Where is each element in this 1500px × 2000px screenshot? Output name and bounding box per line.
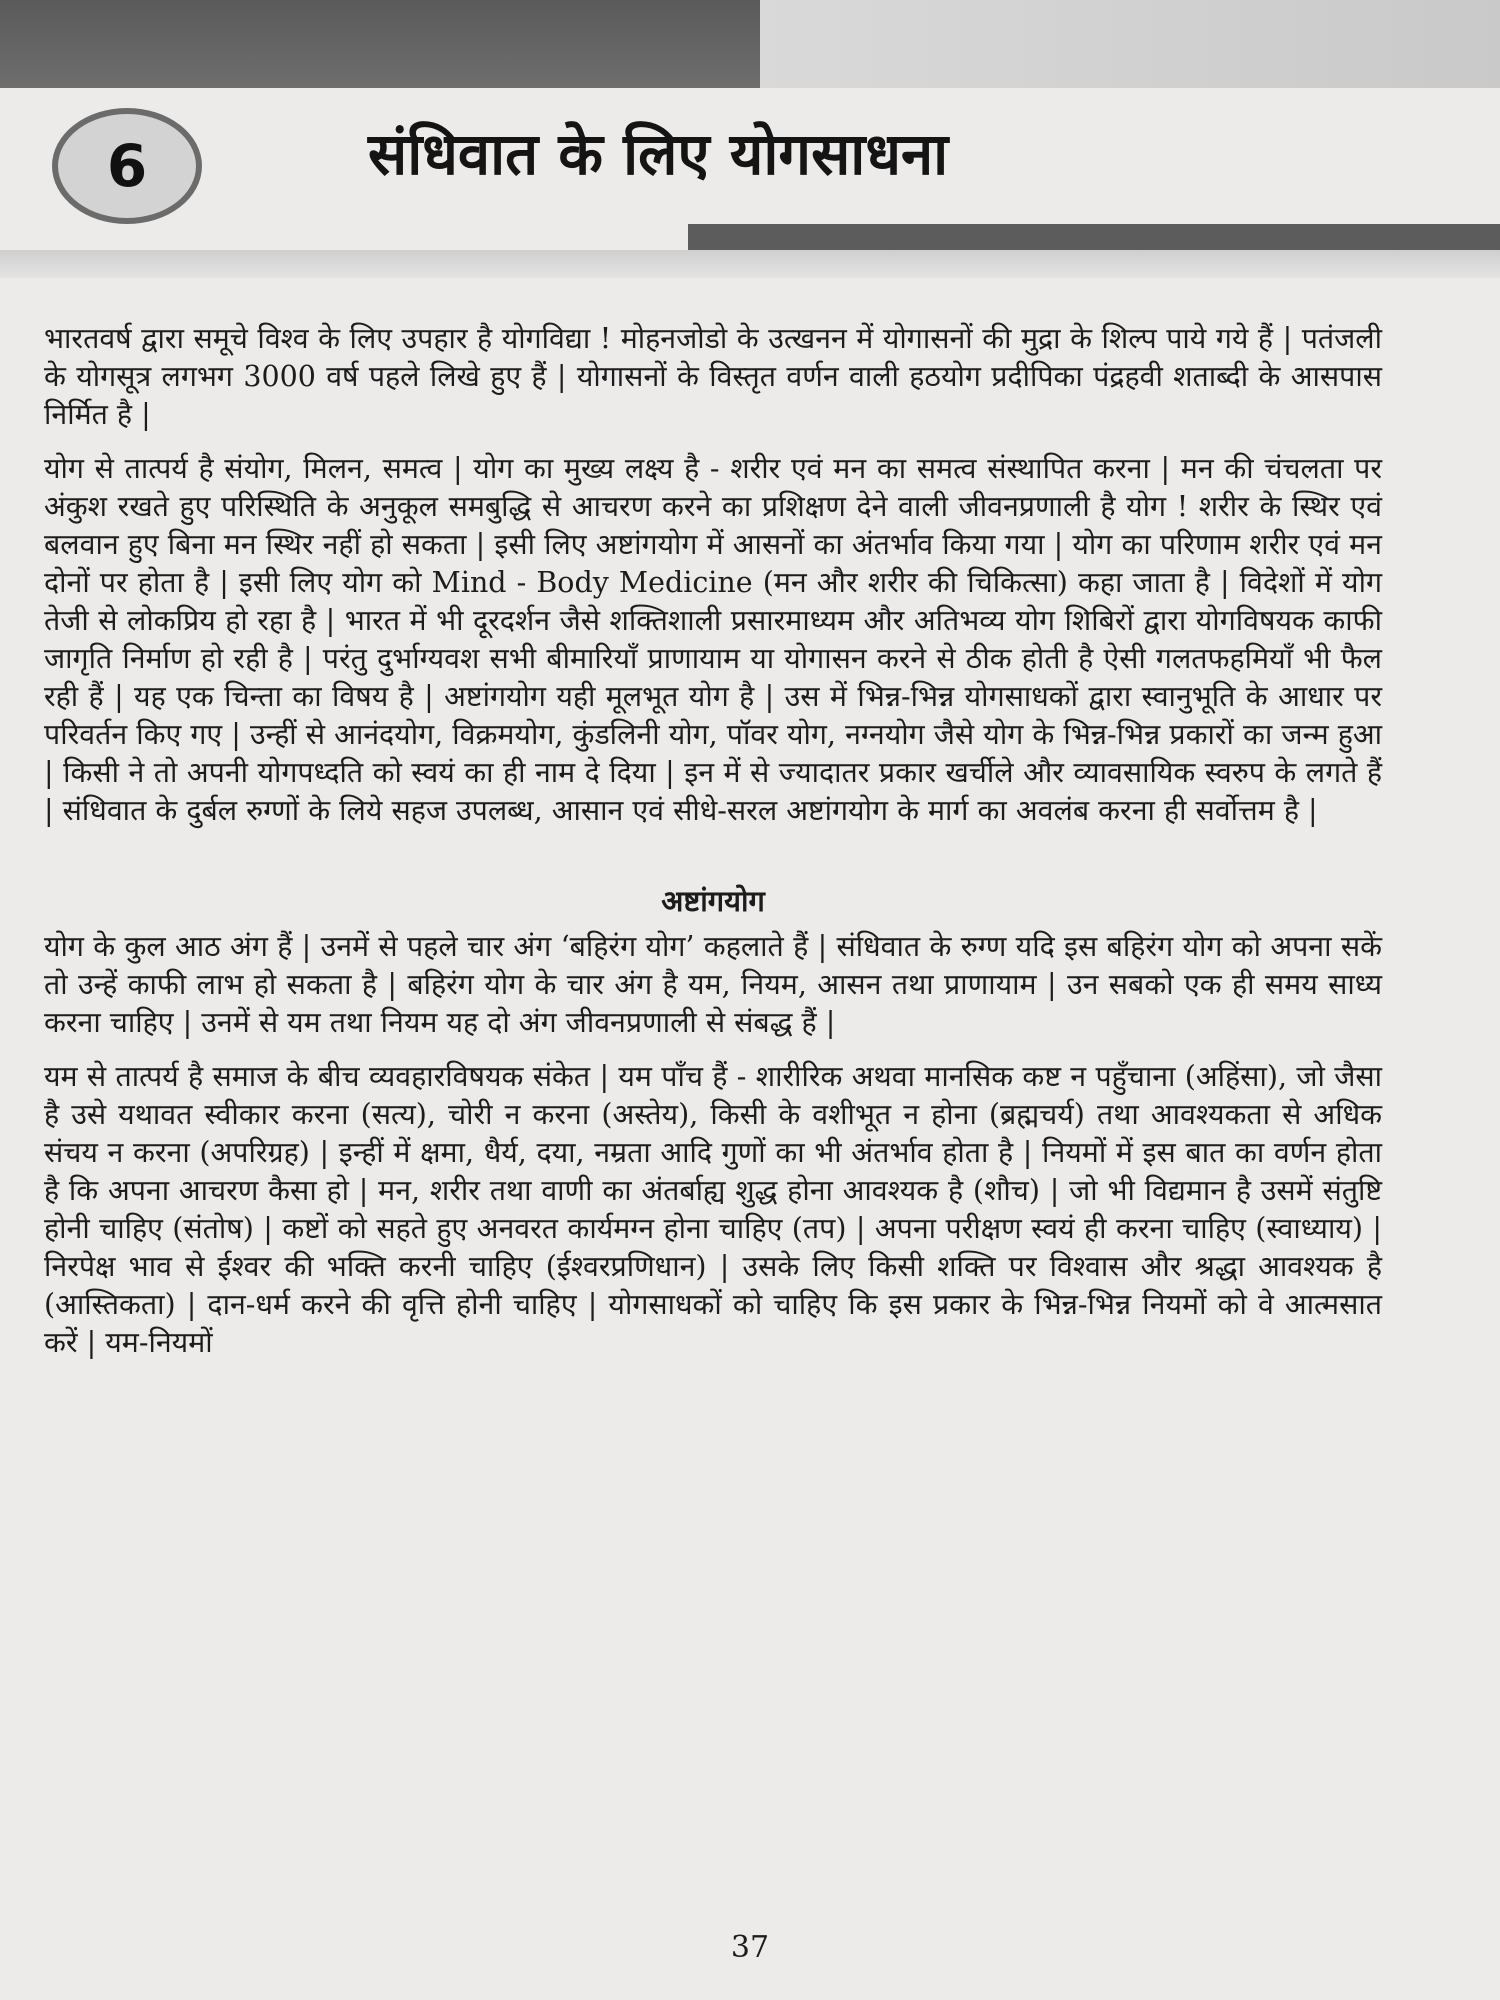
paragraph-meaning: योग से तात्पर्य है संयोग, मिलन, समत्व | योग का मुख्य लक्ष्य है - शरीर एवं मन का समत्व संस्थापित करना | मन की चंचलता पर अंकुश रखते हुए परिस्थिति के अनुकूल समबुद्धि से आचरण करने का प्रशिक्षण देने वाली जीवनप्रणाली है योग ! शरीर के स्थिर एवं बलवान हुए बिना मन स्थिर नहीं हो सकता | इसी लिए अष्टांगयोग में आसनों का अंतर्भाव किया गया | योग का परिणाम शरीर एवं मन दोनों पर होता है | इसी लिए योग को Mind - Body Medicine (मन और शरीर की चिकित्सा) कहा जाता है | विदेशों में योग तेजी से लोकप्रिय हो रहा है | भारत में भी दूरदर्शन जैसे शक्तिशाली प्रसारमाध्यम और अतिभव्य योग शिबिरों द्वारा योगविषयक काफी जागृति निर्माण हो रही है | परंतु दुर्भाग्यवश सभी बीमारियाँ प्राणायाम या योगासन करने से ठीक होती है ऐसी गलतफहमियाँ भी फैल रही हैं | यह एक चिन्ता का विषय है | अष्टांगयोग यही मूलभूत योग है | उस में भिन्न-भिन्न योगसाधकों द्वारा स्वानुभूति के आधार पर परिवर्तन किए गए | उन्हीं से आनंदयोग, विक्रमयोग, कुंडलिनी योग, पॉवर योग, नग्नयोग जैसे योग के भिन्न-भिन्न प्रकारों का जन्म हुआ | किसी ने तो अपनी योगपध्दति को स्वयं का ही नाम दे दिया | इन में से ज्यादातर प्रकार खर्चीले और व्यावसायिक स्वरुप के लगते हैं | संधिवात के दुर्बल रुग्णों के लिये सहज उपलब्ध, आसान एवं सीधे-सरल अष्टांगयोग के मार्ग का अवलंब करना ही सर्वोत्तम है | <box>44 452 1382 827</box>
decorative-band <box>0 250 1500 278</box>
header-band-light <box>760 0 1500 88</box>
paragraph-yama-niyama: यम से तात्पर्य है समाज के बीच व्यवहारविषयक संकेत | यम पाँच हैं - शारीरिक अथवा मानसिक कष्ट न पहुँचाना (अहिंसा), जो जैसा है उसे यथावत स्वीकार करना (सत्य), चोरी न करना (अस्तेय), किसी के वशीभूत न होना (ब्रह्मचर्य) तथा आवश्यकता से अधिक संचय न करना (अपरिग्रह) | इन्हीं में क्षमा, धैर्य, दया, नम्रता आदि गुणों का भी अंतर्भाव होता है | नियमों में इस बात का वर्णन होता है कि अपना आचरण कैसा हो | मन, शरीर तथा वाणी का अंतर्बाह्य शुद्ध होना आवश्यक है (शौच) | जो भी विद्यमान है उसमें संतुष्टि होनी चाहिए (संतोष) | कष्टों को सहते हुए अनवरत कार्यमग्न होना चाहिए (तप) | अपना परीक्षण स्वयं ही करना चाहिए (स्वाध्याय) | निरपेक्ष भाव से ईश्वर की भक्ति करनी चाहिए (ईश्वरप्रणिधान) | उसके लिए किसी शक्ति पर विश्वास और श्रद्धा आवश्यक है (आस्तिकता) | दान-धर्म करने की वृत्ति होनी चाहिए | योगसाधकों को चाहिए कि इस प्रकार के भिन्न-भिन्न नियमों को वे आत्मसात करें | यम-नियमों <box>44 1060 1382 1359</box>
chapter-number-badge <box>52 108 202 224</box>
title-underline-band <box>688 224 1500 250</box>
page-number: 37 <box>730 1930 770 1965</box>
chapter-title: संधिवात के लिए योगसाधना <box>368 120 949 188</box>
paragraph-intro: भारतवर्ष द्वारा समूचे विश्व के लिए उपहार है योगविद्या ! मोहनजोडो के उत्खनन में योगासनों की मुद्रा के शिल्प पाये गये हैं | पतंजली के योगसूत्र लगभग 3000 वर्ष पहले लिखे हुए हैं | योगासनों के विस्तृत वर्णन वाली हठयोग प्रदीपिका पंद्रहवी शताब्दी के आसपास निर्मित है | <box>44 322 1382 431</box>
page-body <box>44 320 1382 1378</box>
header-band-dark <box>0 0 760 88</box>
paragraph-limbs: योग के कुल आठ अंग हैं | उनमें से पहले चार अंग ‘बहिरंग योग’ कहलाते हैं | संधिवात के रुग्ण यदि इस बहिरंग योग को अपना सकें तो उन्हें काफी लाभ हो सकता है | बहिरंग योग के चार अंग है यम, नियम, आसन तथा प्राणायाम | उन सबको एक ही समय साध्य करना चाहिए | उनमें से यम तथा नियम यह दो अंग जीवनप्रणाली से संबद्ध हैं | <box>44 930 1382 1039</box>
section-heading: अष्टांगयोग <box>661 884 765 918</box>
chapter-number: 6 <box>106 132 148 200</box>
